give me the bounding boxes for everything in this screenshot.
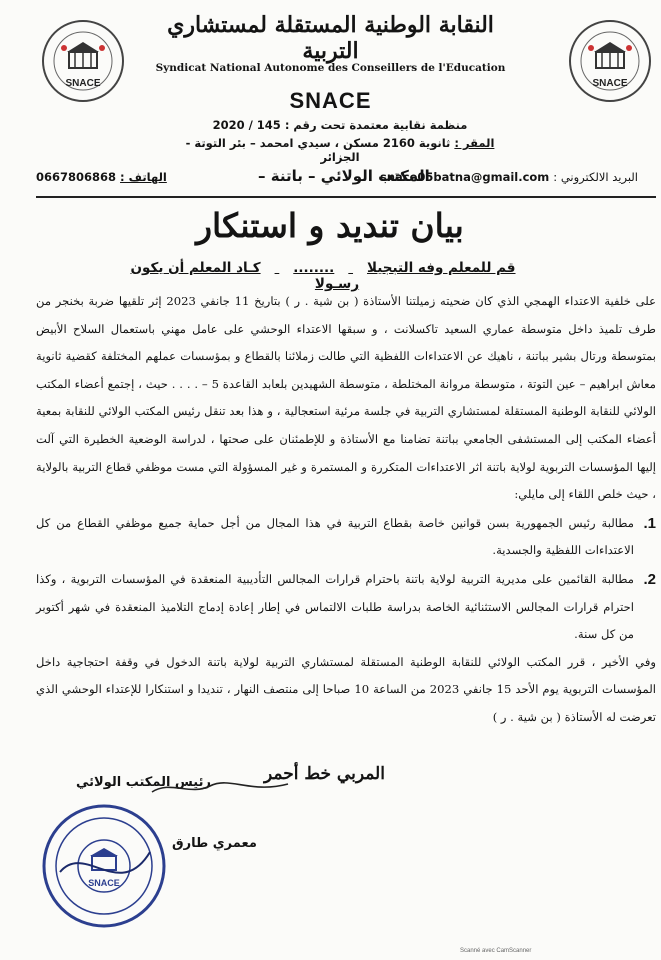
signatory-name: معمري طارق xyxy=(172,836,257,851)
slogan-right: قم للمعلم وفه التبجيلا xyxy=(367,260,516,276)
phone-label: الهاتف : xyxy=(120,170,167,184)
org-name-french: Syndicat National Autonome des Conseillers de l'Education xyxy=(155,62,506,74)
paragraph-intro: على خلفية الاعتداء الهمجي الذي كان ضحيته زميلتنا الأستاذة ( بن شية . ر ) بتاريخ 11 جانفي 2023 إثر تلقيها ضربة بخنجر من طرف تلميذ داخل متوسطة عماري السعيد تاكسلانت ، و سبقها الاعتداء الوحشي على عامل مهني باستعمال السلاح الأبيض بمتوسطة ورتال بشير بباتنة ، ناهيك عن الاعتداءات اللفظية التي طالت زملائنا بالقطاع و بمؤسسات عملهم المختلفة كقضية ثانوية معاش ابراهيم – عين التوتة ، متوسطة مروانة المختلطة ، متوسطة الشهيدين بلعابد القاعدة 5 – . . . . حيث ، إجتمع أعضاء المكتب الولائي للنقابة الوطنية المستقلة لمستشاري التربية في جلسة مرئية استعجالية ، و هذا بعد تنقل رئيس المكتب الولائي للنقابة بمعية أعضاء المكتب إلى المستشفى الجامعي بباتنة تضامنا مع الأستاذة و للإطمئنان على صحتها ، لدراسة الوضعية الخطيرة التي آلت إليها المؤسسات التربوية لولاية باتنة اثر الاعتداءات المتكررة و المستمرة و غير المسؤولة التي مست موظفي قطاع التربية بالولاية ، حيث خلص اللقاء إلى مايلي: xyxy=(36,294,656,502)
resolutions-list xyxy=(36,510,656,649)
statement-body xyxy=(36,288,656,732)
list-item xyxy=(36,510,656,565)
slogan-dots: ........ xyxy=(293,260,335,276)
email-label: البريد الالكتروني : xyxy=(553,170,638,184)
org-abbreviation: SNACE xyxy=(289,88,372,113)
logo-text: SNACE xyxy=(592,78,628,89)
office-name: المكتب الولائي – باتنة – xyxy=(258,167,430,185)
scanner-footer: Scanné avec CamScanner xyxy=(460,948,532,954)
slogan-left: كـاد المعلم أن يكون رسـولا xyxy=(130,260,360,292)
list-number: 1. xyxy=(643,514,656,532)
contact-row xyxy=(36,167,652,192)
phone-value: 0667806868 xyxy=(36,170,117,184)
list-item xyxy=(36,566,656,649)
snace-logo-right xyxy=(567,18,653,104)
address-line xyxy=(180,136,500,164)
list-text: مطالبة القائمين على مديرية التربية لولاية باتنة باحترام قرارات المجالس التأديبية المنعقدة في المؤسسات التربوية ، وكذا احترام قرارات المجالس الاستثنائية الخاصة بدراسة طلبات الالتماس في إطار إعادة إدماج التلاميذ المنعقدة في شهر أكتوبر من كل سنة. xyxy=(36,571,634,642)
header-divider xyxy=(36,196,656,198)
logo-text: SNACE xyxy=(65,78,101,89)
list-number: 2. xyxy=(643,570,656,588)
org-name-arabic: النقابة الوطنية المستقلة لمستشاري التربية xyxy=(167,12,494,64)
address-label: المقر : xyxy=(454,136,495,150)
email-value[interactable]: snace05batna@gmail.com xyxy=(380,170,550,184)
official-stamp xyxy=(40,802,168,930)
approval-number: منظمة نقابية معتمدة تحت رقم : 145 / 2020 xyxy=(212,118,468,132)
signature-role: رئيس المكتب الولائي xyxy=(76,775,211,790)
document-title: بيان تنديد و استنكار xyxy=(196,206,464,245)
list-text: مطالبة رئيس الجمهورية بسن قوانين خاصة بقطاع التربية في هذا المجال من أجل حماية جميع موظفي القطاع من كل الاعتداءات اللفظية والجسدية. xyxy=(36,515,634,558)
phone-block xyxy=(36,170,167,184)
stamp-text: SNACE xyxy=(88,878,120,888)
address-value: ثانوية 2160 مسكن ، سيدي امحمد – بئر التوتة - الجزائر xyxy=(185,136,451,164)
signature-slogan: المربي خط أحمر xyxy=(264,764,385,784)
snace-logo-left xyxy=(40,18,126,104)
paragraph-conclusion: وفي الأخير ، قرر المكتب الولائي للنقابة الوطنية المستقلة لمستشاري التربية لولاية باتنة الدخول في وقفة احتجاجية داخل المؤسسات التربوية يوم الأحد 15 جانفي 2023 من الساعة 10 صباحا إلى منتصف النهار ، تنديدا و استنكارا للإعتداء الوحشي الذي تعرضت له الأستاذة ( بن شية . ر ) xyxy=(36,654,657,724)
